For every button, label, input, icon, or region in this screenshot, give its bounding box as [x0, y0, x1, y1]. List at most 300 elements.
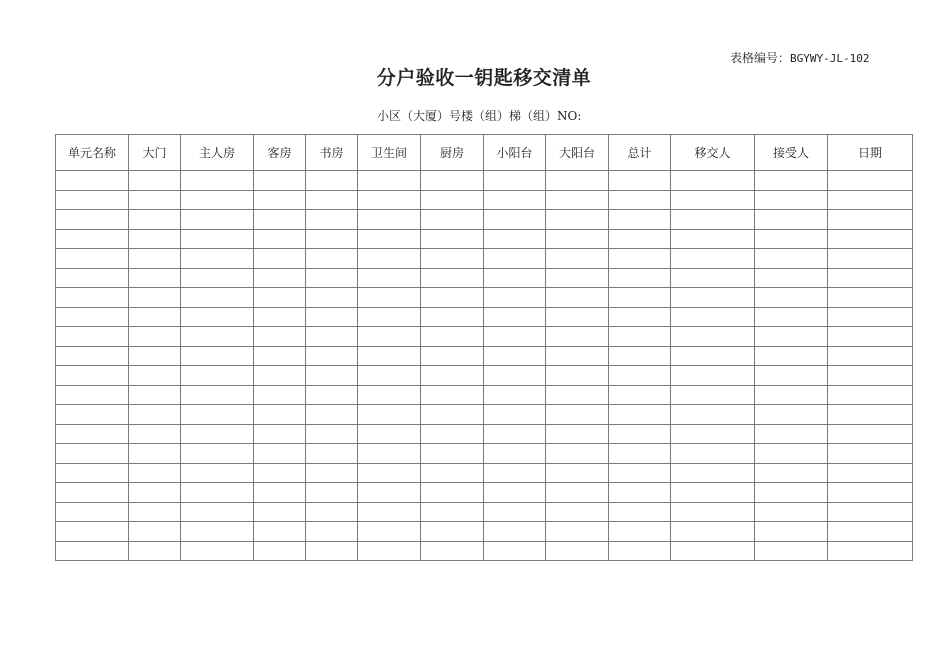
- table-cell[interactable]: [484, 463, 546, 483]
- table-cell[interactable]: [56, 327, 129, 347]
- table-cell[interactable]: [306, 502, 358, 522]
- table-cell[interactable]: [254, 483, 306, 503]
- table-cell[interactable]: [56, 385, 129, 405]
- table-cell[interactable]: [306, 346, 358, 366]
- table-cell[interactable]: [671, 171, 755, 191]
- table-cell[interactable]: [56, 463, 129, 483]
- table-cell[interactable]: [421, 541, 484, 561]
- table-cell[interactable]: [546, 288, 609, 308]
- table-cell[interactable]: [306, 288, 358, 308]
- column-header-unit-name: 单元名称: [56, 135, 129, 171]
- table-cell[interactable]: [421, 346, 484, 366]
- table-cell[interactable]: [671, 288, 755, 308]
- table-cell[interactable]: [755, 190, 828, 210]
- table-cell[interactable]: [546, 385, 609, 405]
- table-cell[interactable]: [254, 346, 306, 366]
- table-cell[interactable]: [828, 268, 913, 288]
- table-cell[interactable]: [181, 288, 254, 308]
- table-cell[interactable]: [421, 288, 484, 308]
- table-cell[interactable]: [484, 327, 546, 347]
- column-header-date: 日期: [828, 135, 913, 171]
- table-cell[interactable]: [671, 366, 755, 386]
- table-row: [56, 463, 913, 483]
- table-cell[interactable]: [546, 190, 609, 210]
- table-cell[interactable]: [358, 541, 421, 561]
- table-cell[interactable]: [181, 249, 254, 269]
- table-cell[interactable]: [609, 502, 671, 522]
- table-cell[interactable]: [129, 385, 181, 405]
- table-cell[interactable]: [129, 444, 181, 464]
- table-cell[interactable]: [671, 327, 755, 347]
- table-cell[interactable]: [421, 424, 484, 444]
- table-cell[interactable]: [609, 405, 671, 425]
- table-cell[interactable]: [421, 444, 484, 464]
- table-cell[interactable]: [306, 171, 358, 191]
- table-cell[interactable]: [828, 210, 913, 230]
- table-cell[interactable]: [56, 483, 129, 503]
- table-cell[interactable]: [421, 171, 484, 191]
- table-cell[interactable]: [129, 190, 181, 210]
- table-row: [56, 210, 913, 230]
- table-cell[interactable]: [828, 502, 913, 522]
- table-cell[interactable]: [828, 327, 913, 347]
- table-cell[interactable]: [181, 385, 254, 405]
- table-cell[interactable]: [56, 502, 129, 522]
- table-cell[interactable]: [421, 522, 484, 542]
- table-cell[interactable]: [828, 483, 913, 503]
- column-header-main-door: 大门: [129, 135, 181, 171]
- table-cell[interactable]: [421, 463, 484, 483]
- table-cell[interactable]: [484, 346, 546, 366]
- table-row: [56, 541, 913, 561]
- table-cell[interactable]: [609, 190, 671, 210]
- table-cell[interactable]: [306, 229, 358, 249]
- table-cell[interactable]: [755, 541, 828, 561]
- table-cell[interactable]: [254, 463, 306, 483]
- table-cell[interactable]: [358, 522, 421, 542]
- table-cell[interactable]: [546, 268, 609, 288]
- table-cell[interactable]: [671, 210, 755, 230]
- table-cell[interactable]: [306, 483, 358, 503]
- table-cell[interactable]: [546, 405, 609, 425]
- table-row: [56, 522, 913, 542]
- table-cell[interactable]: [755, 366, 828, 386]
- table-cell[interactable]: [484, 541, 546, 561]
- table-cell[interactable]: [358, 424, 421, 444]
- table-row: [56, 190, 913, 210]
- table-cell[interactable]: [56, 249, 129, 269]
- table-cell[interactable]: [358, 190, 421, 210]
- table-cell[interactable]: [484, 268, 546, 288]
- table-cell[interactable]: [609, 483, 671, 503]
- column-header-total: 总计: [609, 135, 671, 171]
- table-cell[interactable]: [421, 385, 484, 405]
- table-cell[interactable]: [421, 229, 484, 249]
- table-cell[interactable]: [129, 522, 181, 542]
- table-cell[interactable]: [755, 424, 828, 444]
- table-row: [56, 502, 913, 522]
- table-cell[interactable]: [546, 249, 609, 269]
- table-cell[interactable]: [828, 229, 913, 249]
- table-cell[interactable]: [755, 483, 828, 503]
- table-cell[interactable]: [609, 463, 671, 483]
- table-cell[interactable]: [671, 190, 755, 210]
- table-cell[interactable]: [609, 268, 671, 288]
- table-cell[interactable]: [484, 171, 546, 191]
- table-cell[interactable]: [129, 210, 181, 230]
- table-cell[interactable]: [254, 307, 306, 327]
- table-cell[interactable]: [671, 229, 755, 249]
- table-cell[interactable]: [828, 405, 913, 425]
- table-cell[interactable]: [671, 405, 755, 425]
- table-cell[interactable]: [306, 541, 358, 561]
- table-cell[interactable]: [254, 171, 306, 191]
- table-cell[interactable]: [56, 346, 129, 366]
- table-cell[interactable]: [56, 541, 129, 561]
- table-row: [56, 327, 913, 347]
- table-cell[interactable]: [609, 346, 671, 366]
- table-cell[interactable]: [828, 541, 913, 561]
- table-cell[interactable]: [181, 405, 254, 425]
- table-cell[interactable]: [306, 444, 358, 464]
- table-cell[interactable]: [546, 210, 609, 230]
- table-cell[interactable]: [609, 171, 671, 191]
- table-cell[interactable]: [306, 190, 358, 210]
- table-cell[interactable]: [306, 522, 358, 542]
- table-row: [56, 424, 913, 444]
- table-cell[interactable]: [671, 502, 755, 522]
- table-cell[interactable]: [254, 424, 306, 444]
- table-cell[interactable]: [546, 366, 609, 386]
- table-cell[interactable]: [671, 522, 755, 542]
- column-header-handed-over-by: 移交人: [671, 135, 755, 171]
- table-cell[interactable]: [358, 327, 421, 347]
- table-cell[interactable]: [254, 249, 306, 269]
- table-cell[interactable]: [358, 346, 421, 366]
- table-cell[interactable]: [755, 307, 828, 327]
- table-cell[interactable]: [56, 210, 129, 230]
- table-row: [56, 346, 913, 366]
- table-cell[interactable]: [755, 210, 828, 230]
- table-cell[interactable]: [421, 249, 484, 269]
- table-cell[interactable]: [129, 405, 181, 425]
- table-cell[interactable]: [828, 522, 913, 542]
- table-row: [56, 229, 913, 249]
- table-cell[interactable]: [671, 385, 755, 405]
- column-header-kitchen: 厨房: [421, 135, 484, 171]
- table-cell[interactable]: [306, 327, 358, 347]
- table-cell[interactable]: [546, 229, 609, 249]
- table-cell[interactable]: [546, 444, 609, 464]
- table-cell[interactable]: [358, 463, 421, 483]
- table-cell[interactable]: [181, 502, 254, 522]
- table-cell[interactable]: [671, 268, 755, 288]
- table-cell[interactable]: [755, 444, 828, 464]
- table-cell[interactable]: [306, 210, 358, 230]
- table-cell[interactable]: [546, 522, 609, 542]
- table-cell[interactable]: [828, 424, 913, 444]
- table-cell[interactable]: [828, 385, 913, 405]
- table-cell[interactable]: [609, 307, 671, 327]
- table-cell[interactable]: [755, 171, 828, 191]
- table-cell[interactable]: [358, 229, 421, 249]
- table-cell[interactable]: [484, 229, 546, 249]
- table-cell[interactable]: [546, 463, 609, 483]
- table-cell[interactable]: [306, 249, 358, 269]
- table-cell[interactable]: [306, 463, 358, 483]
- table-cell[interactable]: [609, 424, 671, 444]
- table-cell[interactable]: [181, 463, 254, 483]
- table-cell[interactable]: [358, 288, 421, 308]
- table-cell[interactable]: [421, 502, 484, 522]
- table-cell[interactable]: [129, 327, 181, 347]
- table-cell[interactable]: [254, 288, 306, 308]
- table-cell[interactable]: [254, 522, 306, 542]
- table-cell[interactable]: [609, 288, 671, 308]
- table-cell[interactable]: [755, 502, 828, 522]
- table-row: [56, 171, 913, 191]
- table-cell[interactable]: [181, 522, 254, 542]
- table-cell[interactable]: [755, 268, 828, 288]
- table-cell[interactable]: [755, 385, 828, 405]
- table-cell[interactable]: [484, 522, 546, 542]
- table-cell[interactable]: [254, 502, 306, 522]
- table-cell[interactable]: [609, 522, 671, 542]
- table-cell[interactable]: [181, 483, 254, 503]
- table-cell[interactable]: [546, 541, 609, 561]
- key-handover-table: [55, 134, 913, 561]
- table-cell[interactable]: [484, 444, 546, 464]
- table-cell[interactable]: [129, 249, 181, 269]
- table-cell[interactable]: [254, 229, 306, 249]
- table-cell[interactable]: [484, 405, 546, 425]
- table-cell[interactable]: [358, 483, 421, 503]
- table-row: [56, 366, 913, 386]
- table-cell[interactable]: [546, 346, 609, 366]
- table-cell[interactable]: [306, 268, 358, 288]
- table-cell[interactable]: [671, 444, 755, 464]
- column-header-master-bedroom: 主人房: [181, 135, 254, 171]
- table-cell[interactable]: [421, 327, 484, 347]
- column-header-received-by: 接受人: [755, 135, 828, 171]
- table-cell[interactable]: [56, 444, 129, 464]
- table-row: [56, 249, 913, 269]
- table-cell[interactable]: [421, 483, 484, 503]
- table-cell[interactable]: [129, 307, 181, 327]
- table-cell[interactable]: [755, 249, 828, 269]
- table-cell[interactable]: [609, 385, 671, 405]
- table-cell[interactable]: [546, 502, 609, 522]
- table-cell[interactable]: [671, 249, 755, 269]
- table-cell[interactable]: [828, 190, 913, 210]
- table-cell[interactable]: [254, 268, 306, 288]
- table-cell[interactable]: [609, 249, 671, 269]
- table-cell[interactable]: [56, 171, 129, 191]
- table-cell[interactable]: [56, 366, 129, 386]
- table-cell[interactable]: [56, 268, 129, 288]
- table-cell[interactable]: [129, 229, 181, 249]
- table-cell[interactable]: [181, 229, 254, 249]
- table-cell[interactable]: [546, 424, 609, 444]
- table-cell[interactable]: [484, 424, 546, 444]
- table-cell[interactable]: [671, 541, 755, 561]
- table-cell[interactable]: [181, 268, 254, 288]
- table-cell[interactable]: [484, 190, 546, 210]
- table-cell[interactable]: [181, 307, 254, 327]
- table-cell[interactable]: [181, 171, 254, 191]
- table-cell[interactable]: [609, 210, 671, 230]
- table-cell[interactable]: [358, 385, 421, 405]
- table-cell[interactable]: [129, 424, 181, 444]
- table-cell[interactable]: [755, 346, 828, 366]
- table-cell[interactable]: [609, 327, 671, 347]
- column-header-guest-room: 客房: [254, 135, 306, 171]
- table-cell[interactable]: [671, 463, 755, 483]
- table-cell[interactable]: [129, 288, 181, 308]
- table-cell[interactable]: [484, 210, 546, 230]
- table-cell[interactable]: [129, 483, 181, 503]
- table-cell[interactable]: [671, 483, 755, 503]
- table-cell[interactable]: [56, 424, 129, 444]
- table-cell[interactable]: [358, 444, 421, 464]
- table-cell[interactable]: [421, 190, 484, 210]
- table-cell[interactable]: [129, 541, 181, 561]
- table-cell[interactable]: [755, 463, 828, 483]
- table-cell[interactable]: [546, 327, 609, 347]
- table-cell[interactable]: [358, 171, 421, 191]
- table-cell[interactable]: [671, 346, 755, 366]
- table-cell[interactable]: [755, 405, 828, 425]
- table-cell[interactable]: [609, 366, 671, 386]
- table-cell[interactable]: [609, 229, 671, 249]
- table-cell[interactable]: [181, 424, 254, 444]
- table-cell[interactable]: [254, 405, 306, 425]
- form-code-label: 表格编号：: [730, 51, 791, 65]
- table-cell[interactable]: [828, 249, 913, 269]
- table-cell[interactable]: [358, 405, 421, 425]
- column-header-small-balcony: 小阳台: [484, 135, 546, 171]
- column-header-study: 书房: [306, 135, 358, 171]
- table-cell[interactable]: [306, 366, 358, 386]
- table-cell[interactable]: [129, 268, 181, 288]
- table-cell[interactable]: [671, 307, 755, 327]
- table-row: [56, 307, 913, 327]
- table-cell[interactable]: [181, 190, 254, 210]
- table-cell[interactable]: [358, 210, 421, 230]
- table-cell[interactable]: [421, 210, 484, 230]
- document-title: 分户验收一钥匙移交清单: [376, 67, 592, 89]
- table-cell[interactable]: [421, 366, 484, 386]
- location-subtitle: 小区（大厦）号楼（组）梯（组）NO:: [377, 109, 582, 123]
- table-cell[interactable]: [671, 424, 755, 444]
- table-cell[interactable]: [254, 444, 306, 464]
- table-cell[interactable]: [828, 366, 913, 386]
- table-cell[interactable]: [254, 190, 306, 210]
- table-cell[interactable]: [484, 288, 546, 308]
- table-cell[interactable]: [828, 171, 913, 191]
- table-cell[interactable]: [358, 268, 421, 288]
- table-cell[interactable]: [56, 190, 129, 210]
- table-header-row: [56, 135, 913, 171]
- table-cell[interactable]: [484, 483, 546, 503]
- table-row: [56, 288, 913, 308]
- table-cell[interactable]: [484, 502, 546, 522]
- table-cell[interactable]: [56, 522, 129, 542]
- table-cell[interactable]: [755, 522, 828, 542]
- table-row: [56, 268, 913, 288]
- table-cell[interactable]: [254, 366, 306, 386]
- table-cell[interactable]: [129, 502, 181, 522]
- table-cell[interactable]: [129, 171, 181, 191]
- table-cell[interactable]: [484, 307, 546, 327]
- table-cell[interactable]: [421, 405, 484, 425]
- table-cell[interactable]: [254, 541, 306, 561]
- column-header-large-balcony: 大阳台: [546, 135, 609, 171]
- table-row: [56, 385, 913, 405]
- table-cell[interactable]: [56, 288, 129, 308]
- table-cell[interactable]: [828, 288, 913, 308]
- table-cell[interactable]: [484, 249, 546, 269]
- table-cell[interactable]: [358, 366, 421, 386]
- table-cell[interactable]: [129, 366, 181, 386]
- table-cell[interactable]: [181, 327, 254, 347]
- table-cell[interactable]: [755, 229, 828, 249]
- table-cell[interactable]: [129, 463, 181, 483]
- table-cell[interactable]: [306, 307, 358, 327]
- table-cell[interactable]: [358, 249, 421, 269]
- table-body: [56, 171, 913, 561]
- table-cell[interactable]: [254, 210, 306, 230]
- table-cell[interactable]: [421, 268, 484, 288]
- table-cell[interactable]: [306, 424, 358, 444]
- table-cell[interactable]: [546, 483, 609, 503]
- table-cell[interactable]: [181, 346, 254, 366]
- table-cell[interactable]: [181, 444, 254, 464]
- table-row: [56, 483, 913, 503]
- table-cell[interactable]: [421, 307, 484, 327]
- table-cell[interactable]: [609, 444, 671, 464]
- table-cell[interactable]: [181, 210, 254, 230]
- table-cell[interactable]: [484, 385, 546, 405]
- table-cell[interactable]: [306, 405, 358, 425]
- table-cell[interactable]: [828, 463, 913, 483]
- table-cell[interactable]: [484, 366, 546, 386]
- table-cell[interactable]: [755, 288, 828, 308]
- table-cell[interactable]: [254, 385, 306, 405]
- table-cell[interactable]: [358, 307, 421, 327]
- table-cell[interactable]: [546, 307, 609, 327]
- table-cell[interactable]: [306, 385, 358, 405]
- table-cell[interactable]: [254, 327, 306, 347]
- table-cell[interactable]: [828, 444, 913, 464]
- table-cell[interactable]: [56, 405, 129, 425]
- table-cell[interactable]: [755, 327, 828, 347]
- form-code-value: BGYWY-JL-102: [790, 52, 870, 65]
- table-cell[interactable]: [546, 171, 609, 191]
- table-cell[interactable]: [828, 307, 913, 327]
- table-row: [56, 444, 913, 464]
- table-cell[interactable]: [828, 346, 913, 366]
- table-cell[interactable]: [56, 307, 129, 327]
- table-cell[interactable]: [181, 366, 254, 386]
- table-cell[interactable]: [358, 502, 421, 522]
- table-cell[interactable]: [609, 541, 671, 561]
- table-cell[interactable]: [56, 229, 129, 249]
- column-header-bathroom: 卫生间: [358, 135, 421, 171]
- table-cell[interactable]: [129, 346, 181, 366]
- table-cell[interactable]: [181, 541, 254, 561]
- table-row: [56, 405, 913, 425]
